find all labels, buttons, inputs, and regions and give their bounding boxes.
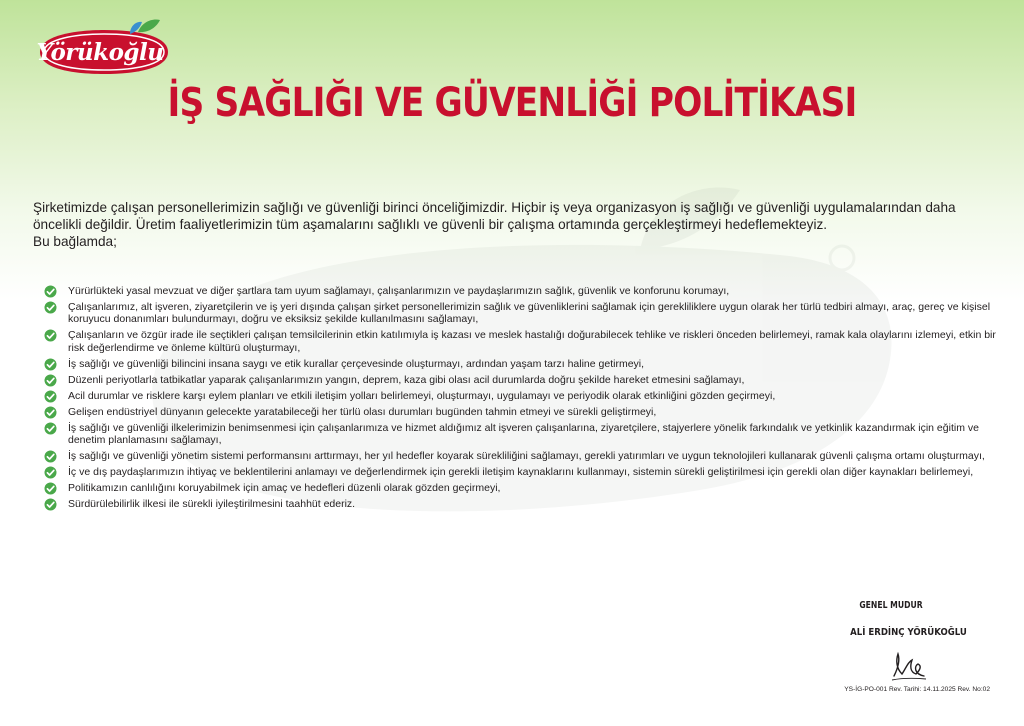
policy-item (44, 450, 999, 462)
policy-item (44, 285, 999, 297)
policy-text: İş sağlığı ve güvenliği bilincini insana saygı ve etik kurallar çerçevesinde oluşturmayı, ardından yaşam tarzı haline getirmeyi, (68, 357, 645, 370)
check-circle-icon (44, 450, 57, 463)
policy-text: Politikamızın canlılığını koruyabilmek için amaç ve hedefleri düzenli olarak gözden geçirmeyi, (68, 482, 501, 495)
check-circle-icon (44, 406, 57, 419)
signatory-name: ALİ ERDİNÇ YÖRÜKOĞLU (850, 627, 967, 638)
signature-icon (888, 650, 928, 682)
policy-item (44, 358, 999, 370)
document-code: YS-İG-PO-001 Rev. Tarihi: 14.11.2025 Rev. No:02 (844, 686, 990, 693)
check-circle-icon (44, 374, 57, 387)
check-circle-icon (44, 358, 57, 371)
policy-text: İç ve dış paydaşlarımızın ihtiyaç ve beklentilerini anlamayı ve değerlendirmek için gerekli iletişim kaynaklarını kullanmayı, sistemin sürekli geliştirilmesi için gerekli olan diğer kaynakları belirlemeyi, (68, 466, 974, 479)
policy-item (44, 422, 999, 447)
brand-logo (34, 18, 174, 74)
page-title: İŞ SAĞLIĞI VE GÜVENLİĞİ POLİTİKASI (167, 80, 857, 126)
policy-text: Düzenli periyotlarla tatbikatlar yaparak çalışanlarımızın yangın, deprem, kaza gibi olası acil durumlarda doğru şekilde hareket etmesini sağlamayı, (68, 373, 745, 386)
policy-list (44, 285, 999, 514)
check-circle-icon (44, 285, 57, 298)
policy-text: Çalışanlarımız, alt işveren, ziyaretçilerin ve iş yeri dışında çalışan şirket personellerimizin sağlık ve güvenliklerini sağlamak için gerekliliklere uygun olarak her türlü tedbiri almayı, araç, gereç ve kişisel koruyucu donanımları bulundurmayı, doğru ve eksiksiz şekilde kullanılmasını sağlamayı, (68, 301, 991, 326)
intro-text: Şirketimizde çalışan personellerimizin sağlığı ve güvenliği birinci önceliğimizdir. Hiçbir iş veya organizasyon iş sağlığı ve güvenliği uygulamalarından daha öncelikli değildir. Üretim faaliyetlerimizin tüm aşamalarını sağlıklı ve güvenli bir çalışma ortamında gerçekleştirmeyi hedeflemekteyiz. (33, 200, 956, 232)
policy-item (44, 329, 999, 354)
logo-wordmark: Yörükoğlu (36, 38, 164, 66)
signatory-title: GENEL MÜDÜR (859, 600, 923, 611)
policy-text: Sürdürülebilirlik ilkesi ile sürekli iyileştirilmesini taahhüt ederiz. (68, 498, 356, 511)
check-circle-icon (44, 466, 57, 479)
policy-item (44, 406, 999, 418)
policy-item (44, 482, 999, 494)
check-circle-icon (44, 422, 57, 435)
check-circle-icon (44, 301, 57, 314)
policy-text: Çalışanların ve özgür irade ile seçtikleri çalışan temsilcilerinin etkin katılımıyla iş kazası ve meslek hastalığı doğurabilecek tehlike ve riskleri önceden belirlemeyi, ramak kala olaylarını izlemeyi, etkin bir risk değerlendirme ve önleme kültürü oluşturmayı, (68, 329, 996, 354)
policy-item (44, 374, 999, 386)
policy-text: Acil durumlar ve risklere karşı eylem planları ve etkili iletişim yolları belirlemeyi, oluşturmayı, uygulamayı ve periyodik olarak etkinliğini gözden geçirmeyi, (68, 389, 776, 402)
intro-paragraph (33, 199, 995, 250)
check-circle-icon (44, 329, 57, 342)
policy-item (44, 466, 999, 478)
check-circle-icon (44, 482, 57, 495)
policy-text: Gelişen endüstriyel dünyanın gelecekte yaratabileceği her türlü olası durumları bugünden tahmin etmeyi ve sürekli geliştirmeyi, (68, 405, 657, 418)
intro-lead: Bu bağlamda; (33, 234, 117, 249)
policy-item (44, 301, 999, 326)
policy-text: İş sağlığı ve güvenliği yönetim sistemi performansını arttırmayı, her yıl hedefler koyarak sürekliliğini sağlamayı, gerekli yatırımları ve uygun teknolojileri kullanarak güvenli çalışma ortamı oluşturmayı, (68, 450, 985, 463)
check-circle-icon (44, 498, 57, 511)
check-circle-icon (44, 390, 57, 403)
policy-item (44, 390, 999, 402)
policy-item (44, 498, 999, 510)
policy-text: Yürürlükteki yasal mevzuat ve diğer şartlara tam uyum sağlamayı, çalışanlarımızın ve paydaşlarımızın sağlık, güvenlik ve konforunu korumayı, (68, 285, 730, 297)
policy-text: İş sağlığı ve güvenliği ilkelerimizin benimsenmesi için çalışanlarımıza ve hizmet aldığımız alt işveren çalışanlarına, ziyaretçilere, stajyerlere yönelik farkındalık ve yetkinlik kazandırmak için eğitim ve denetim planlamasını sağlamayı, (68, 421, 979, 447)
